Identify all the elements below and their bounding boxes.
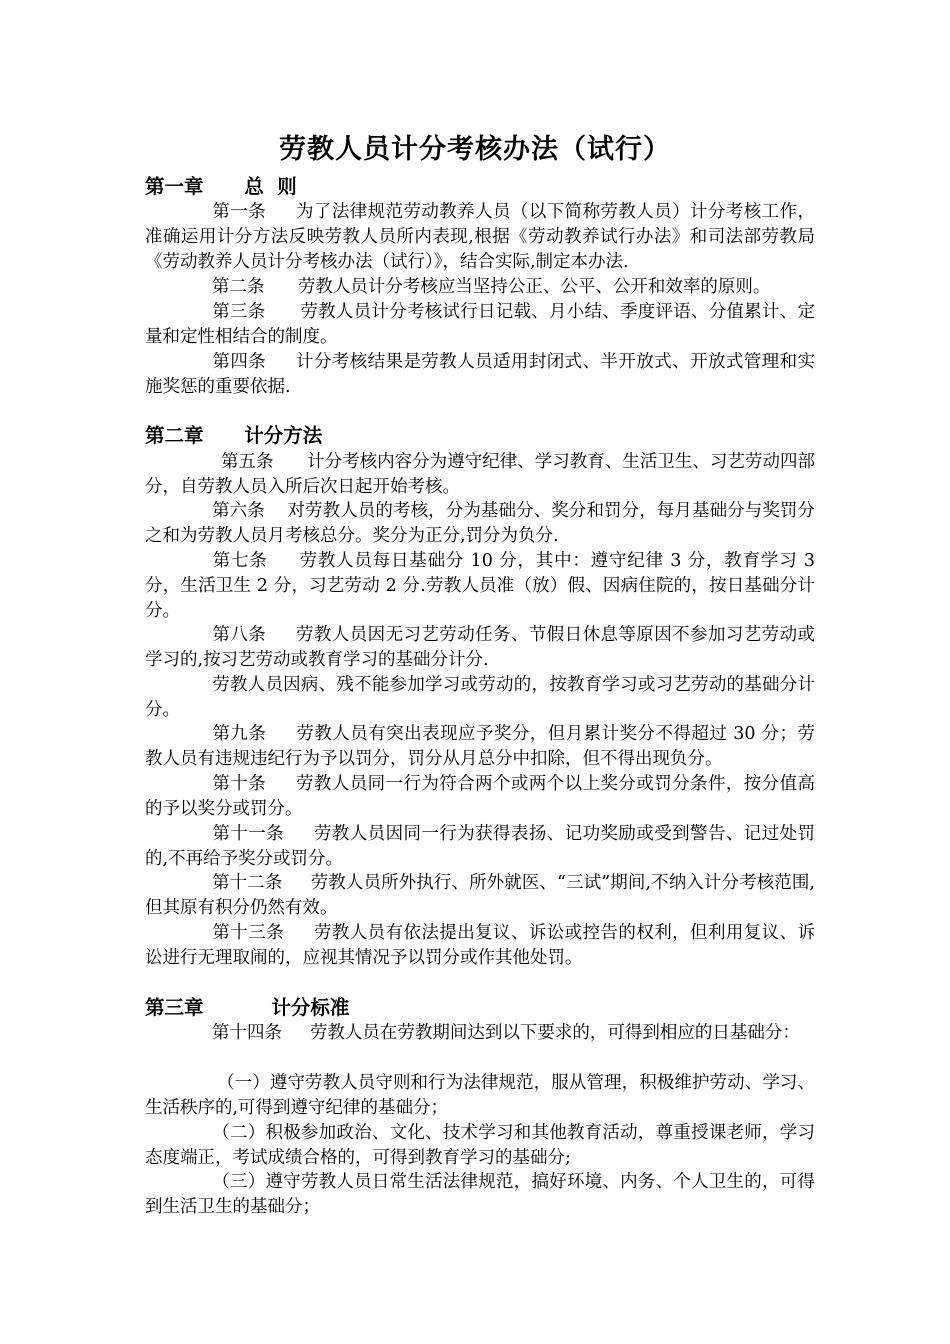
- article-paragraph: [145, 1021, 815, 1046]
- article-text: 劳教人员每日基础分 10 分，其中：遵守纪律 3 分，教育学习 3 分，生活卫生 2 分，习艺劳动 2 分.劳教人员准（放）假、因病住院的，按日基础分计分。: [145, 551, 815, 621]
- chapter-heading: 第二章 计分方法: [145, 424, 323, 447]
- article-paragraph: [145, 450, 815, 500]
- article-paragraph: [145, 300, 815, 350]
- article-number: 第九条: [212, 724, 267, 744]
- article-paragraph: [145, 722, 815, 772]
- article-text: 劳教人员因同一行为获得表扬、记功奖励或受到警告、记过处罚的,不再给予奖分或罚分。: [145, 824, 816, 869]
- article-number: 第十三条: [212, 923, 285, 943]
- article-text: 计分考核内容分为遵守纪律、学习教育、生活卫生、习艺劳动四部分，自劳教人员入所后次日起开始考核。: [145, 452, 816, 497]
- article-text: 计分考核结果是劳教人员适用封闭式、半开放式、开放式管理和实施奖惩的重要依据.: [145, 352, 815, 397]
- article-number: 第七条: [212, 551, 268, 571]
- article-text: 劳教人员在劳教期间达到以下要求的，可得到相应的日基础分：: [309, 1023, 800, 1043]
- article-number: 第四条: [212, 352, 267, 372]
- article-number: 第二条: [212, 277, 265, 297]
- chapter-heading: 第一章 总 则: [145, 175, 297, 198]
- article-text: 劳教人员有突出表现应予奖分，但月累计奖分不得超过 30 分；劳教人员有违规违纪行为予以罚分，罚分从月总分中扣除，但不得出现负分。: [145, 724, 815, 769]
- document-title: 劳教人员计分考核办法（试行）: [279, 134, 671, 165]
- article-number: 第六条: [212, 501, 265, 521]
- article-text: 劳教人员计分考核应当坚持公正、公平、公开和效率的原则。: [297, 277, 771, 297]
- article-text: 对劳教人员的考核，分为基础分、奖分和罚分，每月基础分与奖罚分之和为劳教人员月考核总分。奖分为正分,罚分为负分.: [145, 501, 816, 546]
- article-paragraph: [145, 200, 815, 275]
- article-paragraph: [145, 822, 815, 872]
- article-number: 第一条: [212, 202, 267, 222]
- article-paragraph: [145, 921, 815, 971]
- article-paragraph: [145, 350, 815, 400]
- article-number: 第十四条: [212, 1023, 282, 1043]
- article-paragraph: [145, 673, 815, 723]
- article-text: 劳教人员因无习艺劳动任务、节假日休息等原因不参加习艺劳动或学习的,按习艺劳动或教育学习的基础分计分.: [145, 625, 815, 670]
- article-number: 第十一条: [212, 824, 285, 844]
- article-number: 第十二条: [212, 873, 283, 893]
- article-text: 劳教人员因病、残不能参加学习或劳动的，按教育学习或习艺劳动的基础分计分。: [145, 675, 815, 720]
- list-item-text: （三）遵守劳教人员日常生活法律规范，搞好环境、内务、个人卫生的，可得到生活卫生的基础分；: [145, 1172, 815, 1217]
- article-paragraph: [145, 623, 815, 673]
- list-item-text: （二）积极参加政治、文化、技术学习和其他教育活动，尊重授课老师，学习态度端正，考试成绩合格的，可得到教育学习的基础分;: [145, 1123, 815, 1168]
- article-number: 第八条: [212, 625, 267, 645]
- article-number: 第十条: [212, 774, 267, 794]
- list-item: [145, 1121, 815, 1171]
- list-item: [145, 1071, 815, 1121]
- article-text: 劳教人员计分考核试行日记载、月小结、季度评语、分值累计、定量和定性相结合的制度。: [145, 302, 816, 347]
- list-item: [145, 1170, 815, 1220]
- article-paragraph: [145, 871, 815, 921]
- article-text: 劳教人员有依法提出复议、诉讼或控告的权利，但利用复议、诉讼进行无理取闹的，应视其情况予以罚分或作其他处罚。: [145, 923, 816, 968]
- chapter-heading: 第三章 计分标准: [145, 996, 350, 1019]
- article-text: 劳教人员所外执行、所外就医、“三试”期间,不纳入计分考核范围,但其原有积分仍然有效。: [145, 873, 815, 918]
- article-paragraph: [145, 275, 815, 300]
- article-text: 为了法律规范劳动教养人员（以下简称劳教人员）计分考核工作，准确运用计分方法反映劳教人员所内表现,根据《劳动教养试行办法》和司法部劳教局《劳动教养人员计分考核办法（试行）》，结合实际,制定本办法.: [145, 202, 815, 272]
- article-paragraph: [145, 549, 815, 624]
- article-paragraph: [145, 772, 815, 822]
- list-item-text: （一）遵守劳教人员守则和行为法律规范，服从管理，积极维护劳动、学习、生活秩序的,可得到遵守纪律的基础分；: [145, 1073, 815, 1118]
- article-text: 劳教人员同一行为符合两个或两个以上奖分或罚分条件，按分值高的予以奖分或罚分。: [145, 774, 815, 819]
- article-number: 第三条: [212, 302, 266, 322]
- article-number: 第五条: [221, 452, 274, 472]
- article-paragraph: [145, 499, 815, 549]
